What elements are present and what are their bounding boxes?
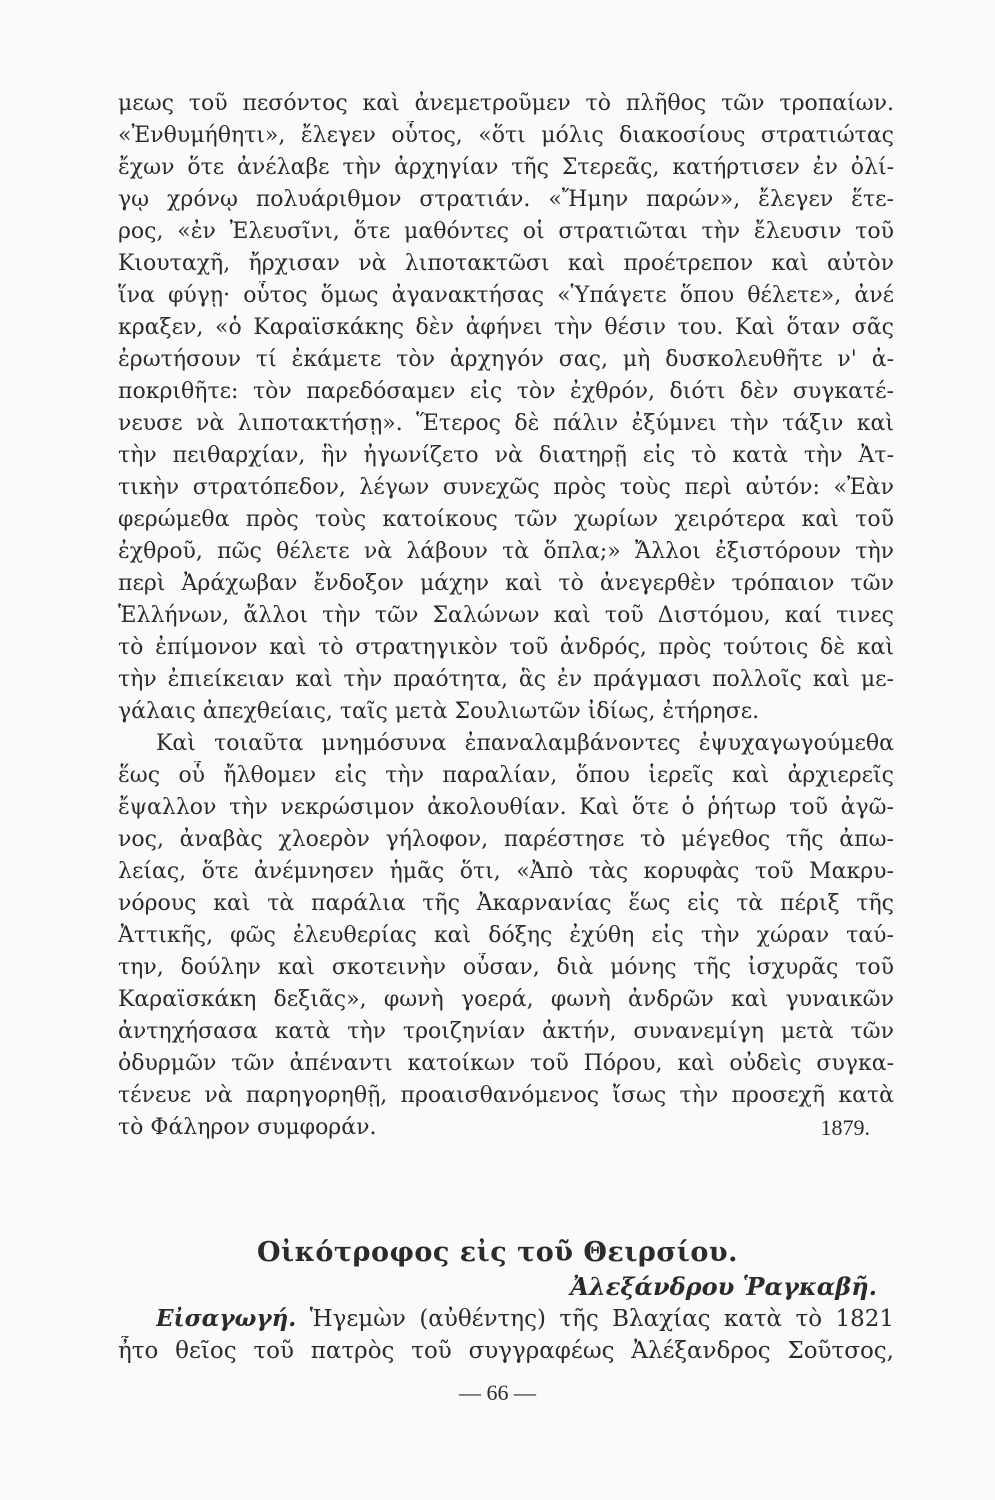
text-line: ἐρωτήσουν τί ἐκάμετε τὸν ἀρχηγόν σας, μὴ δυσκολευθῆτε ν' ἀ- [118, 347, 894, 372]
text-line: ἔχων ὅτε ἀνέλαβε τὴν ἀρχηγίαν τῆς Στερεᾶς, κατήρτισεν ἐν ὀλί- [118, 155, 894, 180]
text-line: ἐχθροῦ, πῶς θέλετε νὰ λάβουν τὰ ὅπλα;» Ἄλλοι ἐξιστόρουν τὴν [118, 539, 894, 564]
text-line: τὴν ἐπιείκειαν καὶ τὴν πραότητα, ἃς ἐν πράγμασι πολλοῖς καὶ με- [118, 667, 894, 692]
intro-label: Εἰσαγωγή. [156, 1305, 297, 1332]
text-line: ἵνα φύγῃ· οὗτος ὅμως ἀγανακτήσας «Ὑπάγετε ὅπου θέλετε», ἀνέ [118, 283, 894, 308]
text-line: τὴν πειθαρχίαν, ἣν ἠγωνίζετο νὰ διατηρῇ εἰς τὸ κατὰ τὴν Ἀτ- [118, 443, 894, 468]
text-line: γῳ χρόνῳ πολυάριθμον στρατιάν. «Ἤμην παρών», ἔλεγεν ἕτε- [118, 187, 894, 212]
text-line: τὸ ἐπίμονον καὶ τὸ στρατηγικὸν τοῦ ἀνδρός, πρὸς τούτοις δὲ καὶ [118, 635, 894, 660]
intro-text: Ἡγεμὼν (αὐθέντης) τῆς Βλαχίας κατὰ τὸ 1821 [309, 1306, 894, 1332]
text-line: Ἀττικῆς, φῶς ἐλευθερίας καὶ δόξης ἐχύθη εἰς τὴν χώραν ταύ- [118, 923, 894, 948]
text-line: κραξεν, «ὁ Καραϊσκάκης δὲν ἀφήνει τὴν θέσιν του. Καὶ ὅταν σᾶς [118, 315, 894, 340]
text-line: γάλαις ἀπεχθείαις, ταῖς μετὰ Σουλιωτῶν ἰδίως, ἐτήρησε. [118, 699, 760, 724]
text-line: Καραϊσκάκη δεξιᾶς», φωνὴ γοερά, φωνὴ ἀνδρῶν καὶ γυναικῶν [118, 987, 894, 1012]
page-number: — 66 — [459, 1380, 536, 1405]
year-note: 1879. [820, 1115, 870, 1140]
text-line: λείας, ὅτε ἀνέμνησεν ἡμᾶς ὅτι, «Ἀπὸ τὰς κορυφὰς τοῦ Μακρυ- [118, 859, 894, 884]
text-line: μεως τοῦ πεσόντος καὶ ἀνεμετροῦμεν τὸ πλῆθος τῶν τροπαίων. [118, 91, 894, 116]
text-line: νος, ἀναβὰς χλοερὸν γήλοφον, παρέστησε τὸ μέγεθος τῆς ἀπω- [118, 827, 894, 852]
section-title: Οἰκότροφος εἰς τοῦ Θειρσίου. [257, 1237, 738, 1268]
text-line: ἕως οὗ ἤλθομεν εἰς τὴν παραλίαν, ὅπου ἱερεῖς καὶ ἀρχιερεῖς [118, 763, 894, 788]
author-name: Ἀλεξάνδρου Ῥαγκαβῆ. [570, 1272, 877, 1301]
text-line: νευσε νὰ λιποτακτήσῃ». Ἕτερος δὲ πάλιν ἐξύμνει τὴν τάξιν καὶ [118, 411, 894, 436]
last-line-text: τὸ Φάληρον συμφοράν. [118, 1115, 377, 1140]
text-line: «Ἐνθυμήθητι», ἔλεγεν οὗτος, «ὅτι μόλις διακοσίους στρατιώτας [118, 123, 894, 148]
text-line: φερώμεθα πρὸς τοὺς κατοίκους τῶν χωρίων χειρότερα καὶ τοῦ [118, 507, 894, 532]
text-line: ποκριθῆτε: τὸν παρεδόσαμεν εἰς τὸν ἐχθρόν, διότι δὲν συγκατέ- [118, 379, 894, 404]
intro-first-line [156, 1304, 894, 1334]
text-line: περὶ Ἀράχωβαν ἔνδοξον μάχην καὶ τὸ ἀνεγερθὲν τρόπαιον τῶν [118, 571, 894, 596]
text-line: την, δούλην καὶ σκοτεινὴν οὖσαν, διὰ μόνης τῆς ἰσχυρᾶς τοῦ [118, 955, 894, 980]
intro-second-line: ἦτο θεῖος τοῦ πατρὸς τοῦ συγγραφέως Ἀλέξανδρος Σοῦτσος, [118, 1338, 894, 1364]
text-line: ὀδυρμῶν τῶν ἀπέναντι κατοίκων τοῦ Πόρου, καὶ οὐδεὶς συγκα- [118, 1051, 894, 1076]
text-line: ρος, «ἐν Ἐλευσῖνι, ὅτε μαθόντες οἱ στρατιῶται τὴν ἔλευσιν τοῦ [118, 219, 894, 244]
text-line: Κιουταχῆ, ἤρχισαν νὰ λιποτακτῶσι καὶ προέτρεπον καὶ αὐτὸν [118, 251, 894, 276]
text-line: ἀντηχήσασα κατὰ τὴν τροιζηνίαν ἀκτήν, συνανεμίγη μετὰ τῶν [118, 1019, 894, 1044]
text-line: νόρους καὶ τὰ παράλια τῆς Ἀκαρνανίας ἕως εἰς τὰ πέριξ τῆς [118, 891, 894, 916]
text-line-last [118, 1113, 894, 1143]
text-line: τικὴν στρατόπεδον, λέγων συνεχῶς πρὸς τοὺς περὶ αὐτόν: «Ἐὰν [118, 475, 894, 500]
paragraph-first-line: Καὶ τοιαῦτα μνημόσυνα ἐπαναλαμβάνοντες ἐψυχαγωγούμεθα [156, 731, 894, 756]
text-line: τένευε νὰ παρηγορηθῇ, προαισθανόμενος ἴσως τὴν προσεχῆ κατὰ [118, 1083, 894, 1108]
text-line: Ἑλλήνων, ἄλλοι τὴν τῶν Σαλώνων καὶ τοῦ Διστόμου, καί τινες [118, 603, 894, 628]
text-line: ἔψαλλον τὴν νεκρώσιμον ἀκολουθίαν. Καὶ ὅτε ὁ ῥήτωρ τοῦ ἀγῶ- [118, 795, 894, 820]
